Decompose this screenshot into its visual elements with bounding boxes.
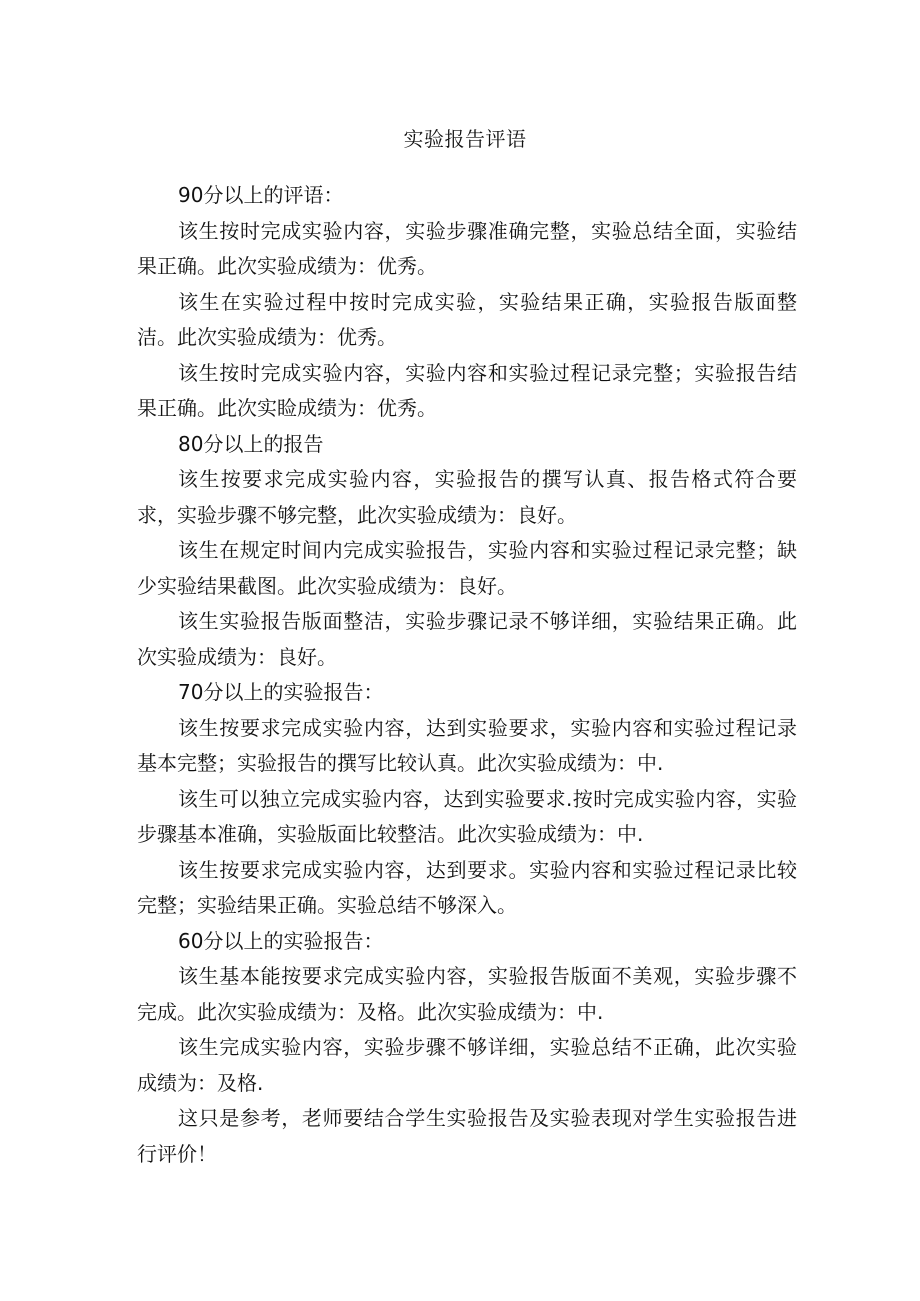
comment-paragraph: 该生按要求完成实验内容，达到要求。实验内容和实验过程记录比较完整；实验结果正确。实验总结不够深入。 bbox=[137, 857, 797, 917]
comment-paragraph: 该生在规定时间内完成实验报告，实验内容和实验过程记录完整；缺少实验结果截图。此次实验成绩为：良好。 bbox=[137, 538, 797, 598]
comment-paragraph: 该生按时完成实验内容，实验内容和实验过程记录完整；实验报告结果正确。此次实睑成绩为：优秀。 bbox=[137, 360, 797, 420]
section-heading-90: 90分以上的评语： bbox=[178, 183, 344, 207]
document-title: 实验报告评语 bbox=[403, 127, 527, 151]
comment-paragraph: 该生实验报告版面整洁，实验步骤记录不够详细，实验结果正确。此次实验成绩为：良好。 bbox=[137, 609, 797, 669]
section-heading-70: 70分以上的实验报告： bbox=[178, 680, 384, 704]
comment-paragraph: 该生在实验过程中按时完成实验，实验结果正确，实验报告版面整洁。此次实验成绩为：优秀。 bbox=[137, 289, 797, 349]
comment-paragraph: 该生完成实验内容，实验步骤不够详细，实验总结不正确，此次实验成绩为：及格. bbox=[137, 1035, 797, 1095]
section-heading-60: 60分以上的实验报告： bbox=[178, 928, 384, 953]
closing-note: 这只是参考，老师要结合学生实验报告及实验表现对学生实验报告进行评价！ bbox=[137, 1106, 797, 1166]
comment-paragraph: 该生按要求完成实验内容，达到实验要求，实验内容和实验过程记录基本完整；实验报告的撰写比较认真。此次实验成绩为：中. bbox=[137, 715, 797, 775]
comment-paragraph: 该生基本能按要求完成实验内容，实验报告版面不美观，实验步骤不完成。此次实验成绩为：及格。此次实验成绩为：中. bbox=[137, 964, 797, 1024]
document-body bbox=[137, 178, 797, 1172]
comment-paragraph: 该生按时完成实验内容，实验步骤准确完整，实验总结全面，实验结果正确。此次实验成绩为：优秀。 bbox=[137, 218, 797, 278]
section-heading-80: 80分以上的报告 bbox=[178, 431, 324, 456]
comment-paragraph: 该生按要求完成实验内容，实验报告的撰写认真、报告格式符合要求，实验步骤不够完整，此次实验成绩为：良好。 bbox=[137, 467, 797, 527]
comment-paragraph: 该生可以独立完成实验内容，达到实验要求.按时完成实验内容，实验步骤基本准确，实验版面比较整洁。此次实验成绩为：中. bbox=[137, 786, 797, 846]
